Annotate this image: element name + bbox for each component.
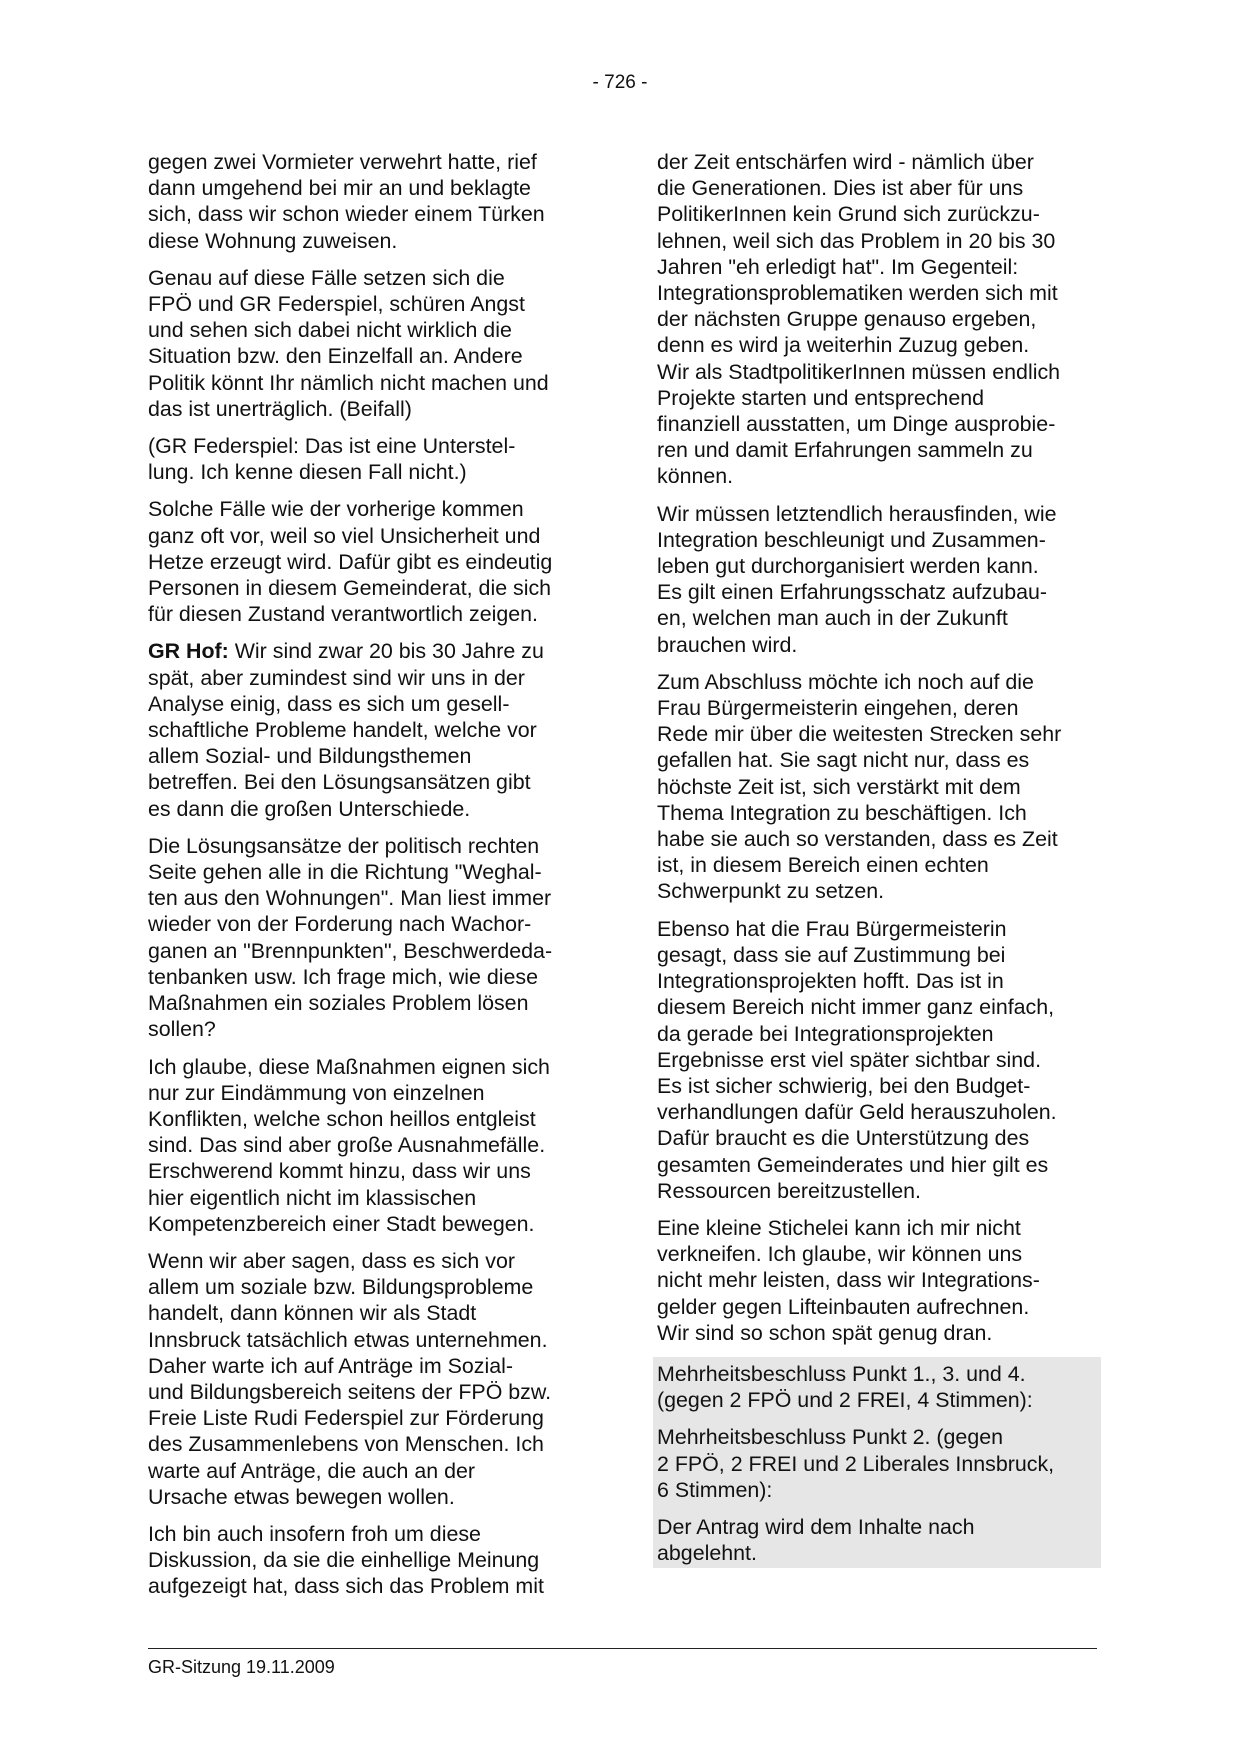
paragraph: Ebenso hat die Frau Bürgermeisterin gesagt, dass sie auf Zustimmung bei Integrationsprojekten hofft. Das ist in diesem Bereich nicht immer ganz einfach, da gerade bei Integrationsprojekten Ergebnisse erst viel später sichtbar sind. Es ist sicher schwierig, bei den Budget- verhandlungen dafür Geld herauszuholen. Dafür braucht es die Unterstützung des gesamten Gemeinderates und hier gilt es Ressourcen bereitzustellen. — [657, 916, 1057, 1203]
paragraph: Ich glaube, diese Maßnahmen eignen sich nur zur Eindämmung von einzelnen Konflikten, welche schon heillos entgleist sind. Das sind aber große Ausnahmefälle. Erschwerend kommt hinzu, dass wir uns hier eigentlich nicht im klassischen Kompetenzbereich einer Stadt bewegen. — [148, 1054, 550, 1236]
paragraph: Wenn wir aber sagen, dass es sich vor allem um soziale bzw. Bildungsprobleme handelt, dann können wir als Stadt Innsbruck tatsächlich etwas unternehmen. Daher warte ich auf Anträge im Sozial- und Bildungsbereich seitens der FPÖ bzw. Freie Liste Rudi Federspiel zur Förderung des Zusammenlebens von Menschen. Ich warte auf Anträge, die auch an der Ursache etwas bewegen wollen. — [148, 1248, 552, 1509]
paragraph: Zum Abschluss möchte ich noch auf die Frau Bürgermeisterin eingehen, deren Rede mir über die weitesten Strecken sehr gefallen hat. Sie sagt nicht nur, dass es höchste Zeit ist, sich verstärkt mit dem Thema Integration zu beschäftigen. Ich habe sie auch so verstanden, dass es Zeit ist, in diesem Bereich einen echten Schwerpunkt zu setzen. — [657, 669, 1062, 904]
paragraph: Die Lösungsansätze der politisch rechten Seite gehen alle in die Richtung "Weghal- ten aus den Wohnungen". Man liest immer wieder von der Forderung nach Wachor- ganen an "Brennpunkten", Beschwerdeda- tenbanken usw. Ich frage mich, wie diese Maßnahmen ein soziales Problem lösen sollen? — [148, 833, 553, 1042]
speaker-name: GR Hof: — [148, 639, 229, 664]
paragraph: Genau auf diese Fälle setzen sich die FPÖ und GR Federspiel, schüren Angst und sehen sich dabei nicht wirklich die Situation bzw. den Einzelfall an. Andere Politik könnt Ihr nämlich nicht machen und das ist unerträglich. (Beifall) — [148, 265, 549, 421]
paragraph: Eine kleine Stichelei kann ich mir nicht verkneifen. Ich glaube, wir können uns nicht mehr leisten, dass wir Integrations- gelder gegen Lifteinbauten aufrechnen. Wir sind so schon spät genug dran. — [657, 1215, 1040, 1345]
resolution-item: Der Antrag wird dem Inhalte nach abgelehnt. — [657, 1514, 975, 1566]
page-number: - 726 - — [592, 72, 648, 93]
left-column — [148, 149, 588, 1611]
paragraph: gegen zwei Vormieter verwehrt hatte, rief dann umgehend bei mir an und beklagte sich, dass wir schon wieder einem Türken diese Wohnung zuweisen. — [148, 150, 545, 253]
speech-paragraph — [148, 638, 588, 821]
resolution-box — [653, 1357, 1101, 1568]
paragraph: Solche Fälle wie der vorherige kommen ganz oft vor, weil so viel Unsicherheit und Hetze erzeugt wird. Dafür gibt es eindeutig Personen in diesem Gemeinderat, die sich für diesen Zustand verantwortlich zeigen. — [148, 497, 553, 627]
resolution-item: Mehrheitsbeschluss Punkt 1., 3. und 4. (gegen 2 FPÖ und 2 FREI, 4 Stimmen): — [657, 1361, 1033, 1413]
footer-session-date: GR-Sitzung 19.11.2009 — [148, 1657, 335, 1677]
resolution-item: Mehrheitsbeschluss Punkt 2. (gegen 2 FPÖ, 2 FREI und 2 Liberales Innsbruck, 6 Stimmen): — [657, 1425, 1055, 1502]
interjection-paragraph: (GR Federspiel: Das ist eine Unterstel- lung. Ich kenne diesen Fall nicht.) — [148, 434, 516, 485]
paragraph: der Zeit entschärfen wird - nämlich über die Generationen. Dies ist aber für uns PolitikerInnen kein Grund sich zurückzu- lehnen, weil sich das Problem in 20 bis 30 Jahren "eh erledigt hat". Im Gegenteil: Integrationsproblematiken werden sich mit der nächsten Gruppe genauso ergeben, denn es wird ja weiterhin Zuzug geben. Wir als StadtpolitikerInnen müssen endlich Projekte starten und entsprechend finanziell ausstatten, um Dinge ausprobie- ren und damit Erfahrungen sammeln zu können. — [657, 150, 1061, 489]
paragraph: Wir müssen letztendlich herausfinden, wie Integration beschleunigt und Zusammen- leben gut durchorganisiert werden kann. Es gilt einen Erfahrungsschatz aufzubau- en, welchen man auch in der Zukunft brauchen wird. — [657, 501, 1057, 657]
right-column — [657, 149, 1097, 1568]
footer-divider — [148, 1648, 1097, 1649]
paragraph: Ich bin auch insofern froh um diese Diskussion, da sie die einhellige Meinung aufgezeigt hat, dass sich das Problem mit — [148, 1521, 544, 1599]
speech-text: Wir sind zwar 20 bis 30 Jahre zu spät, aber zumindest sind wir uns in der Analyse einig, dass es sich um gesell- schaftliche Probleme handelt, welche vor allem Sozial- und Bildungsthemen betreffen. Bei den Lösungsansätzen gibt es dann die großen Unterschiede. — [148, 639, 544, 821]
